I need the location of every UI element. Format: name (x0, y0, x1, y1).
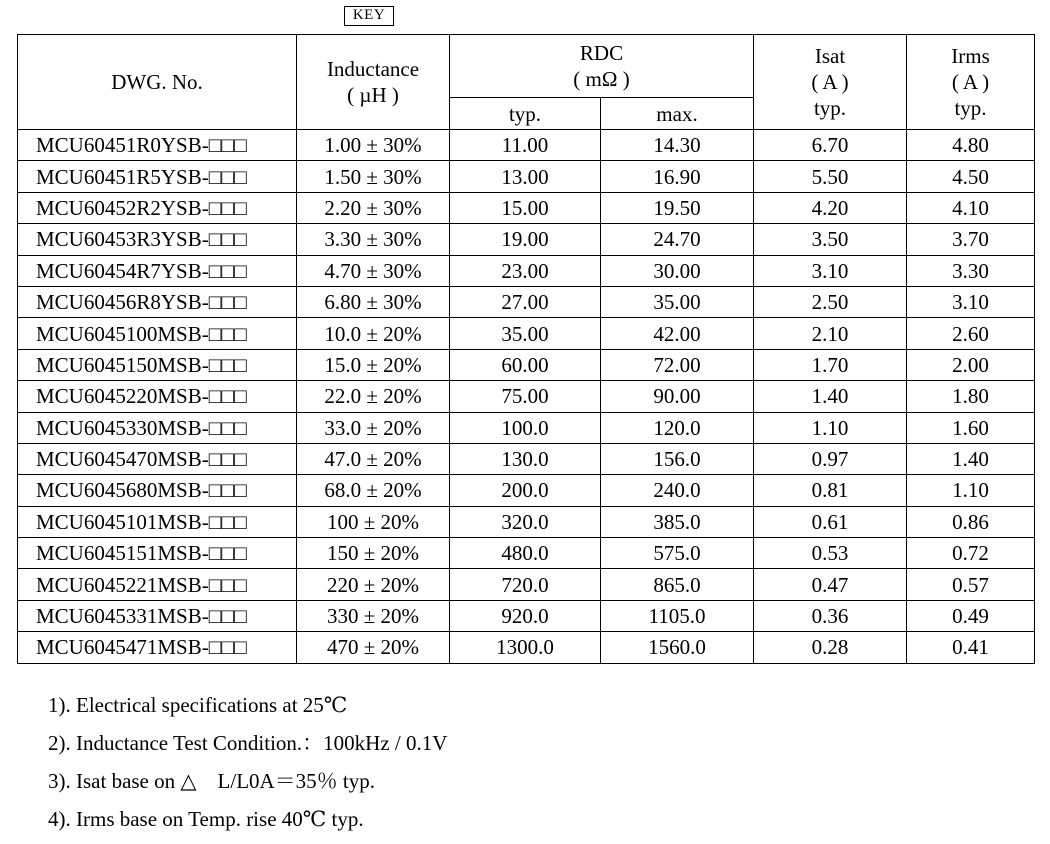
table-row (18, 224, 1035, 255)
irms-cell: 4.10 (907, 192, 1035, 223)
dwg-number-cell: MCU6045680MSB-□□□ (18, 475, 297, 506)
inductance-cell: 10.0 ± 20% (297, 318, 450, 349)
dwg-number-cell: MCU6045101MSB-□□□ (18, 506, 297, 537)
dwg-number-cell: MCU6045470MSB-□□□ (18, 443, 297, 474)
rdc-header-unit: ( mΩ ) (573, 67, 630, 91)
rdc-max-cell: 30.00 (601, 255, 754, 286)
irms-cell: 3.70 (907, 224, 1035, 255)
rdc-header-label: RDC (579, 41, 624, 65)
table-row (18, 286, 1035, 317)
table-row (18, 349, 1035, 380)
table-row (18, 255, 1035, 286)
isat-cell: 0.53 (754, 538, 907, 569)
irms-cell: 2.00 (907, 349, 1035, 380)
irms-cell: 1.40 (907, 443, 1035, 474)
isat-cell: 0.28 (754, 632, 907, 663)
irms-cell: 3.30 (907, 255, 1035, 286)
irms-cell: 2.60 (907, 318, 1035, 349)
dwg-number-cell: MCU60456R8YSB-□□□ (18, 286, 297, 317)
rdc-typ-cell: 11.00 (450, 130, 601, 161)
isat-header-typ: typ. (813, 96, 847, 120)
dwg-number-cell: MCU60454R7YSB-□□□ (18, 255, 297, 286)
rdc-max-cell: 35.00 (601, 286, 754, 317)
dwg-number-cell: MCU6045331MSB-□□□ (18, 600, 297, 631)
irms-cell: 4.80 (907, 130, 1035, 161)
inductance-header-label: Inductance (326, 57, 420, 81)
irms-cell: 3.10 (907, 286, 1035, 317)
rdc-max-cell: 120.0 (601, 412, 754, 443)
table-row (18, 632, 1035, 663)
rdc-typ-cell: 13.00 (450, 161, 601, 192)
table-row (18, 475, 1035, 506)
rdc-typ-cell: 100.0 (450, 412, 601, 443)
rdc-max-cell: 14.30 (601, 130, 754, 161)
note-line: 2). Inductance Test Condition.：100kHz / 0.1V (48, 731, 448, 755)
inductance-cell: 68.0 ± 20% (297, 475, 450, 506)
inductance-cell: 2.20 ± 30% (297, 192, 450, 223)
dwg-number-cell: MCU6045221MSB-□□□ (18, 569, 297, 600)
inductance-cell: 220 ± 20% (297, 569, 450, 600)
irms-cell: 0.72 (907, 538, 1035, 569)
table-row (18, 318, 1035, 349)
inductance-cell: 150 ± 20% (297, 538, 450, 569)
irms-cell: 1.60 (907, 412, 1035, 443)
table-row (18, 130, 1035, 161)
isat-cell: 1.10 (754, 412, 907, 443)
rdc-header (450, 35, 754, 98)
dwg-number-cell: MCU6045220MSB-□□□ (18, 381, 297, 412)
irms-header-label: Irms (951, 44, 990, 68)
isat-cell: 0.61 (754, 506, 907, 537)
dwg-number-cell: MCU60452R2YSB-□□□ (18, 192, 297, 223)
rdc-max-cell: 240.0 (601, 475, 754, 506)
inductance-cell: 6.80 ± 30% (297, 286, 450, 317)
note-line: 4). Irms base on Temp. rise 40℃ typ. (48, 807, 364, 831)
irms-cell: 0.41 (907, 632, 1035, 663)
isat-cell: 5.50 (754, 161, 907, 192)
spec-table (17, 34, 1035, 664)
isat-cell: 3.10 (754, 255, 907, 286)
key-label: KEY (344, 6, 394, 26)
note-line: 3). Isat base on △ L/L0A＝35％ typ. (48, 769, 376, 793)
inductance-cell: 1.00 ± 30% (297, 130, 450, 161)
rdc-max-cell: 90.00 (601, 381, 754, 412)
rdc-max-cell: 24.70 (601, 224, 754, 255)
inductance-cell: 330 ± 20% (297, 600, 450, 631)
inductance-cell: 47.0 ± 20% (297, 443, 450, 474)
rdc-typ-cell: 19.00 (450, 224, 601, 255)
dwg-number-cell: MCU6045330MSB-□□□ (18, 412, 297, 443)
irms-header (907, 35, 1035, 130)
isat-cell: 2.50 (754, 286, 907, 317)
rdc-max-cell: 16.90 (601, 161, 754, 192)
table-row (18, 506, 1035, 537)
inductance-header-unit: ( µH ) (347, 83, 399, 107)
table-row (18, 412, 1035, 443)
isat-cell: 0.97 (754, 443, 907, 474)
rdc-max-header: max. (601, 98, 754, 130)
rdc-typ-cell: 35.00 (450, 318, 601, 349)
rdc-max-cell: 1560.0 (601, 632, 754, 663)
dwg-number-cell: MCU60451R5YSB-□□□ (18, 161, 297, 192)
inductance-cell: 4.70 ± 30% (297, 255, 450, 286)
rdc-max-cell: 1105.0 (601, 600, 754, 631)
rdc-typ-cell: 60.00 (450, 349, 601, 380)
irms-cell: 0.57 (907, 569, 1035, 600)
rdc-typ-cell: 23.00 (450, 255, 601, 286)
rdc-typ-cell: 920.0 (450, 600, 601, 631)
table-row (18, 192, 1035, 223)
rdc-typ-cell: 200.0 (450, 475, 601, 506)
rdc-typ-cell: 320.0 (450, 506, 601, 537)
isat-cell: 2.10 (754, 318, 907, 349)
dwg-header: DWG. No. (18, 35, 297, 130)
isat-header (754, 35, 907, 130)
table-body (18, 130, 1035, 664)
inductance-cell: 22.0 ± 20% (297, 381, 450, 412)
rdc-max-cell: 19.50 (601, 192, 754, 223)
note-line: 1). Electrical specifications at 25℃ (48, 693, 348, 717)
rdc-typ-cell: 1300.0 (450, 632, 601, 663)
dwg-number-cell: MCU6045151MSB-□□□ (18, 538, 297, 569)
isat-cell: 6.70 (754, 130, 907, 161)
isat-cell: 0.81 (754, 475, 907, 506)
isat-cell: 4.20 (754, 192, 907, 223)
isat-cell: 0.36 (754, 600, 907, 631)
irms-header-unit: ( A ) (951, 70, 990, 94)
inductance-header (297, 35, 450, 130)
rdc-max-cell: 575.0 (601, 538, 754, 569)
isat-cell: 1.70 (754, 349, 907, 380)
rdc-typ-cell: 15.00 (450, 192, 601, 223)
dwg-number-cell: MCU6045150MSB-□□□ (18, 349, 297, 380)
inductance-cell: 15.0 ± 20% (297, 349, 450, 380)
table-row (18, 600, 1035, 631)
rdc-max-cell: 865.0 (601, 569, 754, 600)
table-row (18, 161, 1035, 192)
rdc-max-cell: 72.00 (601, 349, 754, 380)
table-row (18, 538, 1035, 569)
rdc-typ-cell: 130.0 (450, 443, 601, 474)
inductance-cell: 1.50 ± 30% (297, 161, 450, 192)
isat-cell: 1.40 (754, 381, 907, 412)
dwg-number-cell: MCU6045471MSB-□□□ (18, 632, 297, 663)
rdc-typ-cell: 27.00 (450, 286, 601, 317)
table-row (18, 443, 1035, 474)
inductance-cell: 33.0 ± 20% (297, 412, 450, 443)
isat-header-unit: ( A ) (811, 70, 849, 94)
isat-cell: 0.47 (754, 569, 907, 600)
rdc-max-cell: 42.00 (601, 318, 754, 349)
rdc-typ-header: typ. (450, 98, 601, 130)
irms-cell: 1.80 (907, 381, 1035, 412)
irms-cell: 0.86 (907, 506, 1035, 537)
rdc-typ-cell: 75.00 (450, 381, 601, 412)
irms-cell: 4.50 (907, 161, 1035, 192)
dwg-number-cell: MCU60451R0YSB-□□□ (18, 130, 297, 161)
table-row (18, 569, 1035, 600)
rdc-typ-cell: 480.0 (450, 538, 601, 569)
notes (48, 686, 447, 838)
isat-cell: 3.50 (754, 224, 907, 255)
dwg-number-cell: MCU60453R3YSB-□□□ (18, 224, 297, 255)
table-row (18, 381, 1035, 412)
inductance-cell: 3.30 ± 30% (297, 224, 450, 255)
irms-cell: 1.10 (907, 475, 1035, 506)
rdc-max-cell: 385.0 (601, 506, 754, 537)
dwg-number-cell: MCU6045100MSB-□□□ (18, 318, 297, 349)
inductance-cell: 100 ± 20% (297, 506, 450, 537)
irms-cell: 0.49 (907, 600, 1035, 631)
isat-header-label: Isat (814, 44, 846, 68)
inductance-cell: 470 ± 20% (297, 632, 450, 663)
rdc-max-cell: 156.0 (601, 443, 754, 474)
irms-header-typ: typ. (954, 96, 987, 120)
table-header (18, 35, 1035, 130)
rdc-typ-cell: 720.0 (450, 569, 601, 600)
